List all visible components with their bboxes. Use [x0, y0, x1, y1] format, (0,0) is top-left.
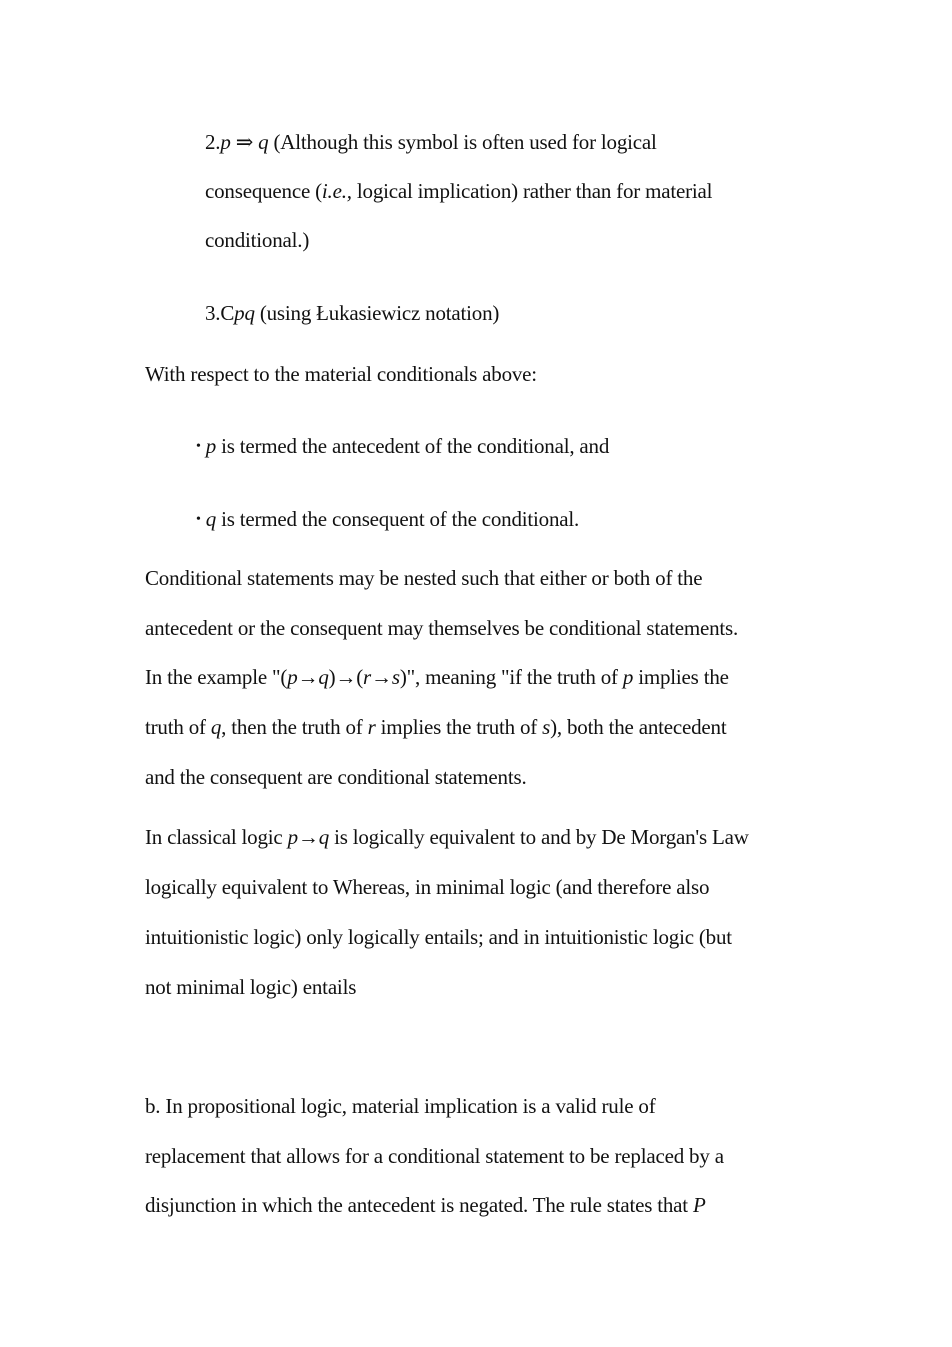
var-s: s [542, 715, 551, 739]
item2-ie: i.e., [321, 179, 352, 203]
item2-line2 [205, 178, 712, 204]
para-b-line1: b. In propositional logic, material implication is a valid rule of [145, 1094, 656, 1118]
classical-text: In classical logic [145, 825, 288, 849]
nested-text: implies the [633, 665, 729, 689]
bullet-antecedent [196, 433, 609, 463]
para-b-line3 [145, 1192, 706, 1218]
var-p: p [622, 665, 634, 689]
var-q: q [318, 825, 330, 849]
classical-line1 [145, 824, 749, 850]
nested-line3 [145, 664, 729, 690]
classical-text: is logically equivalent to and by De Morgan's Law [329, 825, 749, 849]
bullet-var: q [205, 507, 217, 531]
bullet-text: is termed the antecedent of the conditional, and [216, 434, 610, 458]
bullet-var: p [205, 434, 217, 458]
item3-number: 3.C [205, 301, 235, 325]
bullet-text: is termed the consequent of the conditional. [216, 507, 580, 531]
bullet-icon: • [196, 439, 201, 454]
classical-line4: not minimal logic) entails [145, 975, 357, 999]
classical-line3: intuitionistic logic) only logically entails; and in intuitionistic logic (but [145, 925, 732, 949]
item2-line3: conditional.) [205, 228, 310, 252]
var-p: p [287, 665, 298, 689]
var-r: r [367, 715, 376, 739]
var-P: P [692, 1193, 706, 1217]
item3-text: (using Łukasiewicz notation) [254, 301, 500, 325]
item2-formula: p ⇒ q [220, 130, 269, 154]
para-b-text: disjunction in which the antecedent is negated. The rule states that [145, 1193, 693, 1217]
item2-text: consequence ( [205, 179, 322, 203]
var-s: s [391, 665, 400, 689]
intro-text: With respect to the material conditionals above: [145, 362, 537, 386]
item3-formula: pq [234, 301, 255, 325]
item3-line [205, 300, 499, 326]
nested-line5: and the consequent are conditional statements. [145, 765, 527, 789]
nested-text: truth of [145, 715, 211, 739]
nested-text: ), both the antecedent [550, 715, 727, 739]
var-r: r [363, 665, 372, 689]
nested-text: , then the truth of [221, 715, 368, 739]
var-q: q [210, 715, 222, 739]
bullet-icon: • [196, 512, 201, 527]
nested-text: implies the truth of [375, 715, 543, 739]
classical-line2: logically equivalent to Whereas, in minimal logic (and therefore also [145, 875, 710, 899]
arrow: → [297, 825, 319, 849]
para-b-line2: replacement that allows for a conditional statement to be replaced by a [145, 1144, 724, 1168]
nested-text: )", meaning "if the truth of [399, 665, 623, 689]
bullet-consequent [196, 506, 579, 536]
item2-line1 [205, 129, 657, 155]
nested-line4 [145, 714, 726, 740]
item2-number: 2. [205, 130, 221, 154]
arrow: → [371, 665, 392, 689]
nested-line1: Conditional statements may be nested such that either or both of the [145, 566, 703, 590]
arrow: → [297, 665, 319, 689]
item2-text: logical implication) rather than for material [351, 179, 713, 203]
var-p: p [287, 825, 298, 849]
nested-line2: antecedent or the consequent may themselves be conditional statements. [145, 616, 739, 640]
nested-text: In the example "( [145, 665, 288, 689]
item2-text: (Although this symbol is often used for logical [268, 130, 657, 154]
var-q: q [318, 665, 329, 689]
nested-text: )→( [328, 665, 364, 689]
